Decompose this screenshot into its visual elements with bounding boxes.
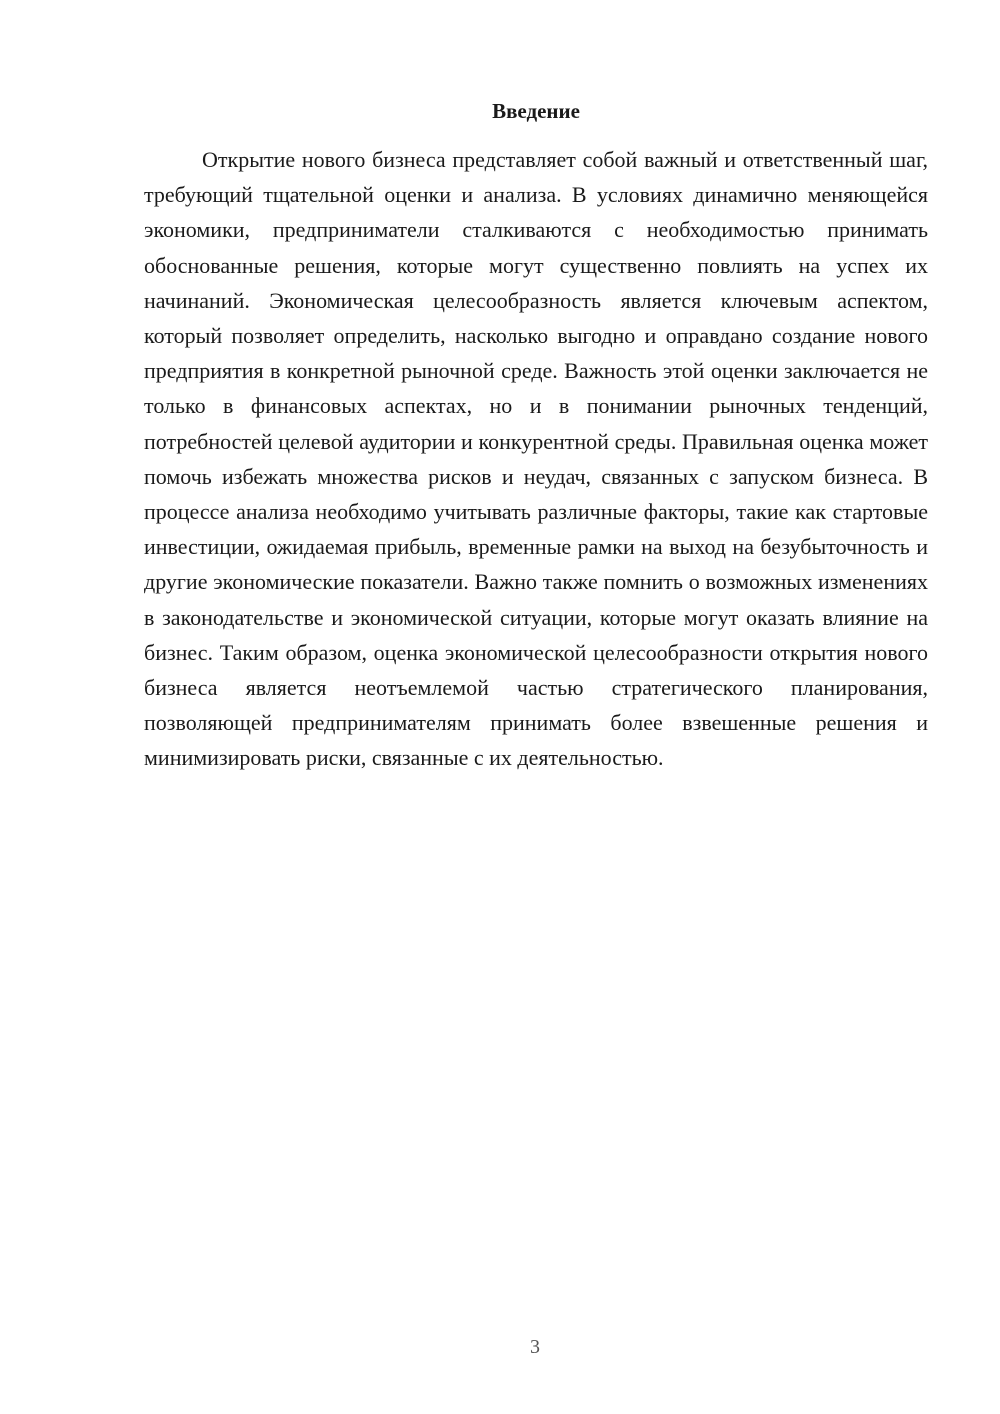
page-number: 3: [530, 1336, 540, 1358]
intro-paragraph: Открытие нового бизнеса представляет собой важный и ответственный шаг, требующий тщательной оценки и анализа. В условиях динамично меняющейся экономики, предприниматели сталкиваются с необходимостью принимать обоснованные решения, которые могут существенно повлиять на успех их начинаний. Экономическая целесообразность является ключевым аспектом, который позволяет определить, насколько выгодно и оправдано создание нового предприятия в конкретной рыночной среде. Важность этой оценки заключается не только в финансовых аспектах, но и в понимании рыночных тенденций, потребностей целевой аудитории и конкурентной среды. Правильная оценка может помочь избежать множества рисков и неудач, связанных с запуском бизнеса. В процессе анализа необходимо учитывать различные факторы, такие как стартовые инвестиции, ожидаемая прибыль, временные рамки на выход на безубыточность и другие экономические показатели. Важно также помнить о возможных изменениях в законодательстве и экономической ситуации, которые могут оказать влияние на бизнес. Таким образом, оценка экономической целесообразности открытия нового бизнеса является неотъемлемой частью стратегического планирования, позволяющей предпринимателям принимать более взвешенные решения и минимизировать риски, связанные с их деятельностью.: [144, 147, 928, 771]
page-title: Введение: [492, 99, 580, 123]
